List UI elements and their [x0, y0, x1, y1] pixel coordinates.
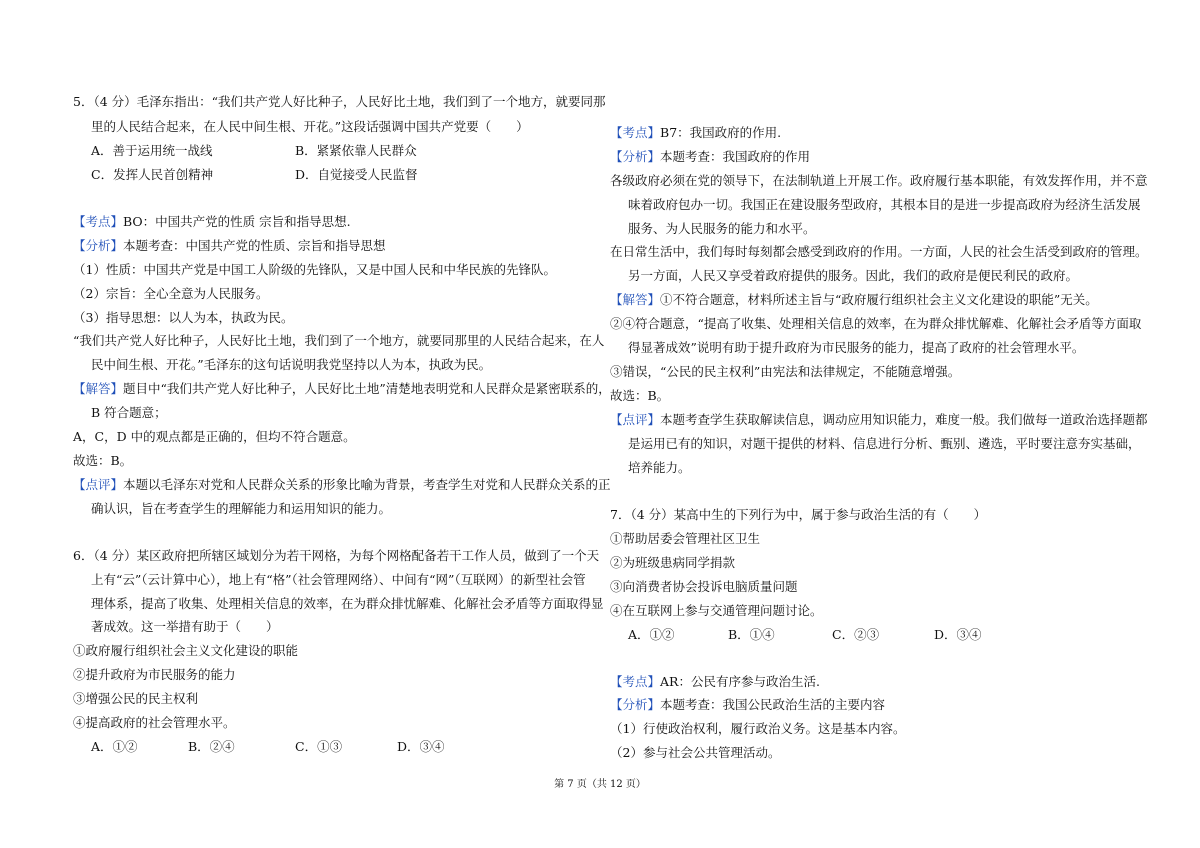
q5-dianping-line: [73, 477, 611, 493]
line-text: 味着政府包办一切。我国正在建设服务型政府，其根本目的是进一步提高政府为经济生活发展: [628, 197, 1141, 212]
line-text: B．紧紧依靠人民群众: [295, 143, 417, 158]
q7-stem-line: [610, 507, 986, 523]
line-text: 是运用已有的知识，对题干提供的材料、信息进行分析、甄别、遴选，平时要注意夯实基础，: [628, 436, 1141, 451]
q6-fenxi-4-line: [610, 244, 1148, 260]
section-tag: 【点评】: [610, 412, 661, 427]
line-text: 在日常生活中，我们每时每刻都会感受到政府的作用。一方面，人民的社会生活受到政府的管理。: [610, 244, 1148, 259]
line-text: 故选：B。: [610, 388, 670, 403]
line-text: （3）指导思想：以人为本，执政为民。: [73, 310, 294, 325]
q7-fenxi-2-line: [610, 745, 780, 761]
section-tag: 【解答】: [610, 292, 661, 307]
line-text: D．③④: [397, 739, 445, 754]
line-text: 5．（4 分）毛泽东指出：“我们共产党人好比种子，人民好比土地，我们到了一个地方，就要同那: [73, 94, 606, 109]
line-text: ②为班级患病同学捐款: [610, 555, 736, 570]
line-text: （2）参与社会公共管理活动。: [610, 745, 781, 760]
q6-fenxi-1-line: [610, 173, 1148, 189]
line-text: 故选：B。: [73, 453, 133, 468]
line-text: ①帮助居委会管理社区卫生: [610, 531, 761, 546]
section-tag: 【分析】: [610, 697, 661, 712]
q5-stem-2-line: [91, 119, 529, 135]
q7-item-3-line: [610, 579, 798, 595]
q7-item-1-line: [610, 531, 760, 547]
line-text: 确认识，旨在考查学生的理解能力和运用知识的能力。: [91, 501, 392, 516]
q5-kaodian-line: [73, 214, 351, 230]
page-footer: 第 7 页（共 12 页）: [554, 779, 646, 790]
q5-jieda-2-line: [91, 405, 167, 421]
q6-stem-2-line: [91, 572, 586, 588]
line-text: D．③④: [934, 627, 982, 642]
section-tag: 【分析】: [610, 149, 661, 164]
line-text: ④在互联网上参与交通管理问题讨论。: [610, 603, 823, 618]
line-text: C．①③: [295, 739, 343, 754]
q6-option-d-line: [397, 739, 445, 755]
section-tag: 【点评】: [73, 477, 124, 492]
q6-stem-4-line: [91, 619, 279, 635]
line-text: 6．（4 分）某区政府把所辖区域划分为若干网格，为每个网格配备若干工作人员，做到了一个天: [73, 548, 600, 563]
q5-fenxi-3-line: [73, 310, 293, 326]
line-text: 本题考查：中国共产党的性质、宗旨和指导思想: [123, 238, 386, 253]
q5-option-a-line: [91, 143, 213, 159]
line-text: 本题考查：我国公民政治生活的主要内容: [660, 697, 886, 712]
q6-jieda-3-line: [628, 340, 1084, 356]
section-tag: 【分析】: [73, 238, 124, 253]
q5-fenxi-1-line: [73, 262, 556, 278]
q5-option-c-line: [91, 167, 213, 183]
q6-option-c-line: [295, 739, 342, 755]
section-tag: 【解答】: [73, 381, 124, 396]
line-text: B 符合题意；: [91, 405, 167, 420]
line-text: C．发挥人民首创精神: [91, 167, 214, 182]
line-text: A．①②: [628, 627, 675, 642]
section-tag: 【考点】: [73, 214, 124, 229]
q5-dianping-2-line: [91, 501, 391, 517]
line-text: ①政府履行组织社会主义文化建设的职能: [73, 643, 299, 658]
q5-option-b-line: [295, 143, 417, 159]
line-text: 本题考查：我国政府的作用: [660, 149, 811, 164]
line-text: 本题考查学生获取解读信息，调动应用知识能力，难度一般。我们做每一道政治选择题都: [660, 412, 1148, 427]
line-text: 服务、为人民服务的能力和水平。: [628, 221, 816, 236]
line-text: 培养能力。: [628, 460, 691, 475]
q6-item-4-line: [73, 715, 236, 731]
line-text: （1）性质：中国共产党是中国工人阶级的先锋队，又是中国人民和中华民族的先锋队。: [73, 262, 556, 277]
q6-fenxi-2-line: [628, 197, 1141, 213]
line-text: C．②③: [832, 627, 880, 642]
line-text: 各级政府必须在党的领导下，在法制轨道上开展工作。政府履行基本职能，有效发挥作用，并不意: [610, 173, 1148, 188]
line-text: B．②④: [188, 739, 235, 754]
q5-stem-1-line: [73, 94, 606, 110]
q6-fenxi-line: [610, 149, 810, 165]
line-text: 里的人民结合起来，在人民中间生根、开花。”这段话强调中国共产党要（ ）: [91, 119, 529, 134]
q5-option-d-line: [295, 167, 418, 183]
q6-kaodian-line: [610, 125, 781, 141]
q7-option-b-line: [728, 627, 775, 643]
q6-jieda-4-line: [610, 364, 960, 380]
q5-jieda-3-line: [73, 429, 356, 445]
q7-option-d-line: [934, 627, 982, 643]
q5-jieda-line: [73, 381, 611, 397]
q5-answer-line: [73, 453, 132, 469]
q6-dianping-3-line: [628, 460, 691, 476]
q6-dianping-line: [610, 412, 1148, 428]
line-text: A．①②: [91, 739, 138, 754]
q5-fenxi-line: [73, 238, 386, 254]
line-text: B7：我国政府的作用.: [660, 125, 782, 140]
q6-item-2-line: [73, 667, 236, 683]
line-text: A．善于运用统一战线: [91, 143, 213, 158]
q7-kaodian-line: [610, 674, 820, 690]
line-text: 本题以毛泽东对党和人民群众关系的形象比喻为背景，考查学生对党和人民群众关系的正: [123, 477, 611, 492]
q6-option-b-line: [188, 739, 235, 755]
line-text: 民中间生根、开花。”毛泽东的这句话说明我党坚持以人为本，执政为民。: [91, 357, 492, 372]
q7-fenxi-1-line: [610, 721, 905, 737]
q5-fenxi-5-line: [91, 357, 491, 373]
q6-answer-line: [610, 388, 669, 404]
line-text: ②提升政府为市民服务的能力: [73, 667, 236, 682]
line-text: 理体系，提高了收集、处理相关信息的效率，在为群众排忧解难、化解社会矛盾等方面取得显: [91, 596, 604, 611]
q7-fenxi-line: [610, 697, 885, 713]
q6-option-a-line: [91, 739, 138, 755]
line-text: （2）宗旨：全心全意为人民服务。: [73, 286, 269, 301]
section-tag: 【考点】: [610, 674, 661, 689]
q5-fenxi-2-line: [73, 286, 268, 302]
q6-fenxi-3-line: [628, 221, 816, 237]
q7-option-a-line: [628, 627, 675, 643]
q6-stem-3-line: [91, 596, 604, 612]
q5-fenxi-4-line: [73, 333, 604, 349]
line-text: ③向消费者协会投诉电脑质量问题: [610, 579, 798, 594]
line-text: 得显著成效”说明有助于提升政府为市民服务的能力，提高了政府的社会管理水平。: [628, 340, 1085, 355]
q6-stem-1-line: [73, 548, 599, 564]
line-text: “我们共产党人好比种子，人民好比土地，我们到了一个地方，就要同那里的人民结合起来，在人: [73, 333, 605, 348]
q7-option-c-line: [832, 627, 879, 643]
q6-item-3-line: [73, 691, 198, 707]
line-text: ③增强公民的民主权利: [73, 691, 199, 706]
q6-fenxi-5-line: [628, 268, 1078, 284]
line-text: B．①④: [728, 627, 775, 642]
line-text: 7．（4 分）某高中生的下列行为中，属于参与政治生活的有（ ）: [610, 507, 987, 522]
line-text: 另一方面，人民又享受着政府提供的服务。因此，我们的政府是便民利民的政府。: [628, 268, 1079, 283]
q6-jieda-2-line: [610, 316, 1141, 332]
line-text: ①不符合题意，材料所述主旨与“政府履行组织社会主义文化建设的职能”无关。: [660, 292, 1098, 307]
line-text: 题目中“我们共产党人好比种子，人民好比土地”清楚地表明党和人民群众是紧密联系的，: [123, 381, 611, 396]
line-text: A，C，D 中的观点都是正确的，但均不符合题意。: [73, 429, 356, 444]
q7-item-4-line: [610, 603, 823, 619]
line-text: 著成效。这一举措有助于（ ）: [91, 619, 279, 634]
line-text: D．自觉接受人民监督: [295, 167, 418, 182]
q6-item-1-line: [73, 643, 298, 659]
line-text: ③错误，“公民的民主权利”由宪法和法律规定，不能随意增强。: [610, 364, 961, 379]
line-text: ②④符合题意，“提高了收集、处理相关信息的效率，在为群众排忧解难、化解社会矛盾等方面取: [610, 316, 1142, 331]
line-text: BO：中国共产党的性质 宗旨和指导思想.: [123, 214, 351, 229]
line-text: ④提高政府的社会管理水平。: [73, 715, 236, 730]
section-tag: 【考点】: [610, 125, 661, 140]
line-text: AR：公民有序参与政治生活.: [660, 674, 820, 689]
q6-dianping-2-line: [628, 436, 1141, 452]
q7-item-2-line: [610, 555, 735, 571]
line-text: （1）行使政治权利，履行政治义务。这是基本内容。: [610, 721, 906, 736]
line-text: 上有“云”（云计算中心），地上有“格”（社会管理网络）、中间有“网”（互联网）的新型社会管: [91, 572, 586, 587]
q6-jieda-line: [610, 292, 1098, 308]
